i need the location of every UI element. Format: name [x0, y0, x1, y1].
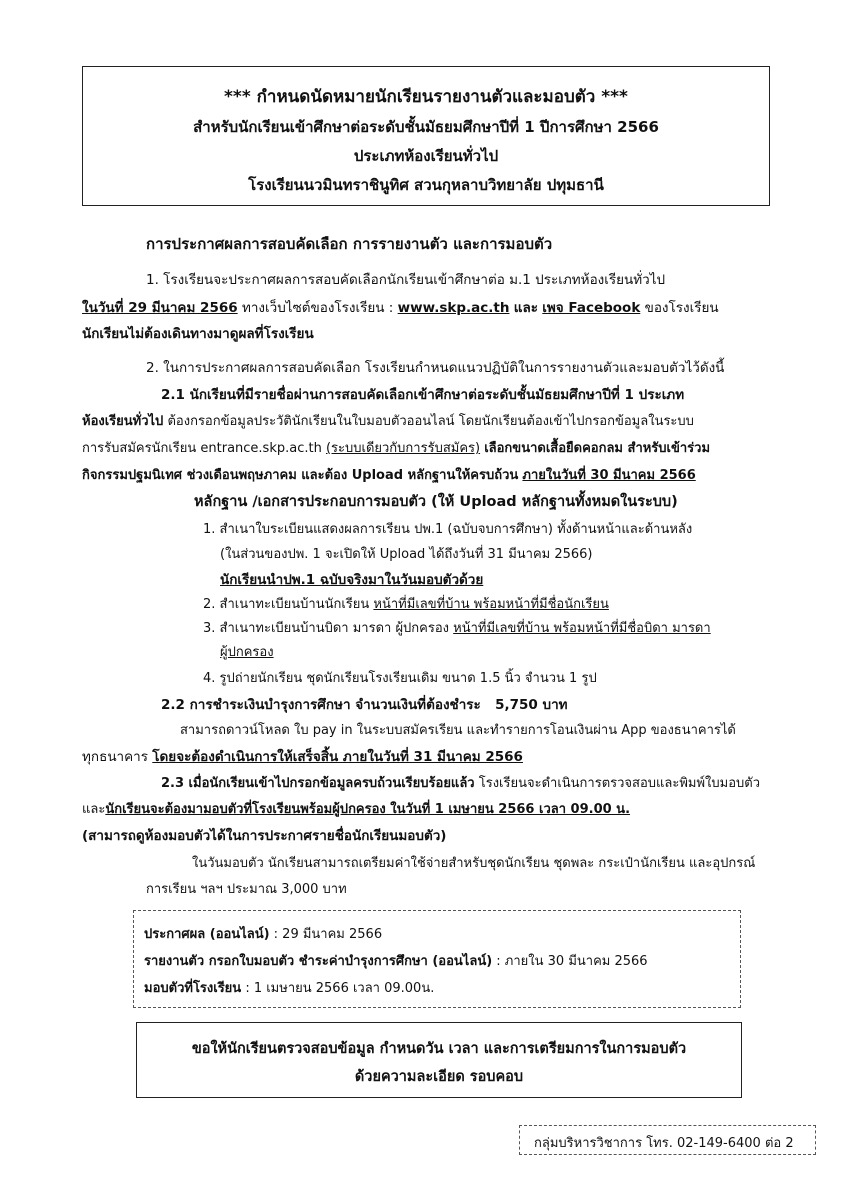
s21-entrance-system: การรับสมัครนักเรียน entrance.skp.ac.th [82, 441, 322, 456]
contact-box [519, 1125, 816, 1155]
s21-line1: 2.1 นักเรียนที่มีรายชื่อผ่านการสอบคัดเลือกเข้าศึกษาต่อระดับชั้นมัธยมศึกษาปีที่ 1 ประเภท [161, 387, 685, 403]
s22-amount: 5,750 บาท [495, 697, 568, 713]
s21-deadline: ภายในวันที่ 30 มีนาคม 2566 [522, 468, 696, 483]
doc3-line2: ผู้ปกครอง [220, 645, 274, 660]
website-link[interactable]: www.skp.ac.th [397, 300, 510, 316]
s23-rest: โรงเรียนจะดำเนินการตรวจสอบและพิมพ์ใบมอบตัว [478, 776, 761, 791]
title-school-name: โรงเรียนนวมินทราชินูทิศ สวนกุหลาบวิทยาลัย ปทุมธานี [248, 176, 604, 194]
s21-line3 [82, 437, 710, 458]
s22-line1 [161, 693, 568, 715]
section-heading: การประกาศผลการสอบคัดเลือก การรายงานตัว และการมอบตัว [146, 235, 553, 253]
s21-orientation: กิจกรรมปฐมนิเทศ ช่วงเดือนพฤษภาคม และต้อง Upload หลักฐานให้ครบถ้วน [82, 468, 519, 483]
announce-date: ในวันที่ 29 มีนาคม 2566 [82, 300, 238, 316]
summary-report-value: : ภายใน 30 มีนาคม 2566 [492, 954, 648, 969]
item1-line2 [82, 296, 719, 318]
s23-line2 [82, 798, 630, 819]
doc3-underlined: หน้าที่มีเลขที่บ้าน พร้อมหน้าที่มีชื่อบิดา มารดา [453, 621, 711, 636]
notice-line2: ด้วยความละเอียด รอบคอบ [354, 1069, 524, 1085]
expense-line2: การเรียน ฯลฯ ประมาณ 3,000 บาท [146, 882, 347, 897]
s21-class-type: ห้องเรียนทั่วไป [82, 414, 164, 429]
facebook-link[interactable]: เพจ Facebook [542, 300, 641, 316]
summary-enroll-value: : 1 เมษายน 2566 เวลา 09.00น. [241, 981, 435, 996]
notice-box [136, 1022, 742, 1098]
same-system-link[interactable]: (ระบบเดียวกับการรับสมัคร) [325, 441, 481, 456]
docs-heading: หลักฐาน /เอกสารประกอบการมอบตัว (ให้ Upload หลักฐานทั้งหมดในระบบ) [194, 494, 678, 510]
title-box [82, 66, 770, 206]
doc1-line1: 1. สำเนาใบระเบียนแสดงผลการเรียน ปพ.1 (ฉบับจบการศึกษา) ทั้งด้านหน้าและด้านหลัง [203, 522, 693, 537]
notice-line1: ขอให้นักเรียนตรวจสอบข้อมูล กำหนดวัน เวลา และการเตรียมการในการมอบตัว [191, 1041, 687, 1057]
s22-heading: 2.2 การชำระเงินบำรุงการศึกษา จำนวนเงินที่ต้องชำระ [161, 697, 481, 713]
contact-info: กลุ่มบริหารวิชาการ โทร. 02-149-6400 ต่อ 2 [534, 1136, 794, 1151]
s22-line2: สามารถดาวน์โหลด ใบ pay in ในระบบสมัครเรียน และทำรายการโอนเงินผ่าน App ของธนาคารได้ [180, 723, 736, 738]
doc1-line2: (ในส่วนของปพ. 1 จะเปิดให้ Upload ได้ถึงวันที่ 31 มีนาคม 2566) [220, 547, 593, 562]
summary-box [133, 910, 741, 1008]
doc3 [203, 617, 711, 638]
s23-report-date: นักเรียนจะต้องมามอบตัวที่โรงเรียนพร้อมผู้ปกครอง ในวันที่ 1 เมษายน 2566 เวลา 09.00 น. [105, 802, 631, 817]
summary-announce-value: : 29 มีนาคม 2566 [269, 927, 383, 942]
page-title: *** กำหนดนัดหมายนักเรียนรายงานตัวและมอบตัว *** [224, 87, 628, 107]
announce-via: ทางเว็บไซต์ของโรงเรียน : [241, 300, 394, 316]
s21-instructions: ต้องกรอกข้อมูลประวัตินักเรียนในใบมอบตัวออนไลน์ โดยนักเรียนต้องเข้าไปกรอกข้อมูลในระบบ [167, 414, 694, 429]
s22-all-banks: ทุกธนาคาร [82, 749, 148, 765]
of-school-text: ของโรงเรียน [644, 300, 719, 316]
s21-line4 [82, 464, 696, 485]
s22-deadline: โดยจะต้องดำเนินการให้เสร็จสิ้น ภายในวันที่ 31 มีนาคม 2566 [152, 749, 523, 765]
s21-line2 [82, 410, 694, 431]
and-text: และ [513, 300, 538, 316]
title-subtitle: สำหรับนักเรียนเข้าศึกษาต่อระดับชั้นมัธยมศึกษาปีที่ 1 ปีการศึกษา 2566 [193, 118, 659, 136]
s23-line1 [161, 772, 760, 793]
s21-tshirt: เลือกขนาดเสื้อยืดคอกลม สำหรับเข้าร่วม [484, 441, 711, 456]
s22-line3 [82, 745, 523, 767]
summary-row-announce [144, 923, 382, 944]
doc1-line3: นักเรียนนำปพ.1 ฉบับจริงมาในวันมอบตัวด้วย [220, 572, 484, 588]
doc2-underlined: หน้าที่มีเลขที่บ้าน พร้อมหน้าที่มีชื่อนักเรียน [373, 597, 609, 612]
title-class-type: ประเภทห้องเรียนทั่วไป [353, 147, 499, 165]
item2-line1: 2. ในการประกาศผลการสอบคัดเลือก โรงเรียนกำหนดแนวปฏิบัติในการรายงานตัวและมอบตัวไว้ดังนี้ [146, 360, 725, 376]
item1-line1: 1. โรงเรียนจะประกาศผลการสอบคัดเลือกนักเรียนเข้าศึกษาต่อ ม.1 ประเภทห้องเรียนทั่วไป [146, 272, 666, 288]
s23-and: และ [82, 802, 106, 817]
doc3-text: 3. สำเนาทะเบียนบ้านบิดา มารดา ผู้ปกครอง [203, 621, 450, 636]
s23-heading: 2.3 เมื่อนักเรียนเข้าไปกรอกข้อมูลครบถ้วนเรียบร้อยแล้ว [161, 776, 475, 791]
expense-line1: ในวันมอบตัว นักเรียนสามารถเตรียมค่าใช้จ่ายสำหรับชุดนักเรียน ชุดพละ กระเป๋านักเรียน และอุปกรณ์ [192, 856, 756, 871]
s23-line3: (สามารถดูห้องมอบตัวได้ในการประกาศรายชื่อนักเรียนมอบตัว) [82, 828, 447, 844]
item1-line3: นักเรียนไม่ต้องเดินทางมาดูผลที่โรงเรียน [82, 326, 314, 342]
summary-report-label: รายงานตัว กรอกใบมอบตัว ชำระค่าบำรุงการศึกษา (ออนไลน์) [144, 954, 493, 969]
summary-row-enroll [144, 977, 434, 998]
doc2-text: 2. สำเนาทะเบียนบ้านนักเรียน [203, 597, 370, 612]
summary-announce-label: ประกาศผล (ออนไลน์) [144, 927, 270, 942]
summary-row-report [144, 950, 648, 971]
doc2 [203, 593, 609, 614]
summary-enroll-label: มอบตัวที่โรงเรียน [144, 981, 242, 996]
doc4: 4. รูปถ่ายนักเรียน ชุดนักเรียนโรงเรียนเดิม ขนาด 1.5 นิ้ว จำนวน 1 รูป [203, 671, 597, 686]
